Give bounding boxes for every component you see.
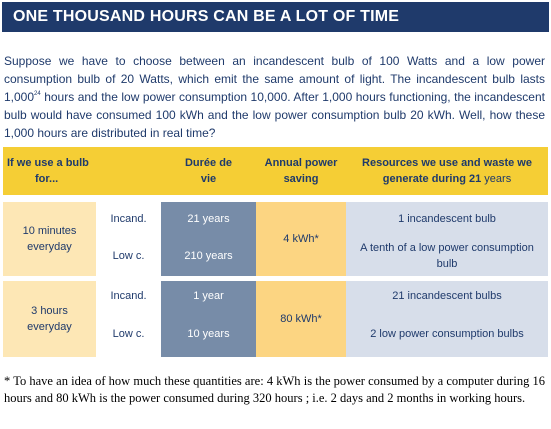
resources-line1: A tenth of a low power consumption — [360, 242, 534, 254]
resources-line2: bulb — [436, 258, 458, 270]
resources-value: 21 incandescent bulbs — [346, 281, 548, 311]
header-lifespan — [161, 147, 256, 195]
header-resources-years: 21 — [468, 173, 482, 185]
type-incandescent: Incand. — [96, 281, 161, 311]
header-resources-line1: Resources we use and waste we — [362, 157, 532, 169]
annual-saving-value: 80 kWh* — [256, 281, 346, 357]
intro-text-part1: Suppose we have to choose between an incandescent bulb of 100 Watts and a low power consumption bulb of 20 Watts, which emit the same amount of light. The incandescent bulb lasts 1,000 — [4, 54, 545, 104]
type-incandescent: Incand. — [96, 202, 161, 236]
intro-superscript: 24 — [34, 91, 41, 97]
header-lifespan-line1: Durée de — [184, 157, 233, 169]
header-lifespan-line2: vie — [200, 173, 217, 185]
type-low-consumption: Low c. — [96, 311, 161, 357]
group-label-line2: everyday — [27, 241, 72, 253]
header-resources-prefix: generate during — [382, 173, 469, 185]
group-label-line1: 10 minutes — [22, 225, 77, 237]
header-usage — [3, 147, 161, 195]
resources-value: 1 incandescent bulb — [346, 202, 548, 236]
title-bar — [2, 2, 549, 32]
resources-value: 2 low power consumption bulbs — [346, 311, 548, 357]
footnote: * To have an idea of how much these quantities are: 4 kWh is the power consumed by a computer during 16 hours and 80 kWh is the power consumed during 320 hours ; i.e. 2 days and 2 months in working hours. — [4, 374, 545, 405]
group-label-3-hours — [3, 281, 96, 357]
comparison-table — [3, 147, 548, 357]
header-saving-line2: saving — [283, 173, 319, 185]
header-resources-suffix: years — [481, 173, 512, 185]
resources-value — [346, 236, 548, 276]
lifespan-value: 1 year — [161, 281, 256, 311]
annual-saving-value: 4 kWh* — [256, 202, 346, 276]
intro-text-part2: hours and the low power consumption 10,000. After 1,000 hours functioning, the incandescent bulb would have consumed 100 kWh and the low power consumption bulb 20 kWh. Well, how these 1,000 hours are distributed in real time? — [4, 90, 545, 140]
header-saving-line1: Annual power — [264, 157, 338, 169]
header-usage-line2: for... — [35, 173, 59, 185]
lifespan-value: 210 years — [161, 236, 256, 276]
type-low-consumption: Low c. — [96, 236, 161, 276]
group-label-line1: 3 hours — [31, 305, 68, 317]
page-title: ONE THOUSAND HOURS CAN BE A LOT OF TIME — [13, 8, 400, 25]
header-usage-line1: If we use a bulb — [7, 157, 89, 169]
lifespan-value: 21 years — [161, 202, 256, 236]
lifespan-value: 10 years — [161, 311, 256, 357]
header-annual-saving — [256, 147, 346, 195]
intro-paragraph — [4, 52, 545, 142]
header-resources — [346, 147, 548, 195]
group-label-line2: everyday — [27, 321, 72, 333]
group-label-10-minutes — [3, 202, 96, 276]
